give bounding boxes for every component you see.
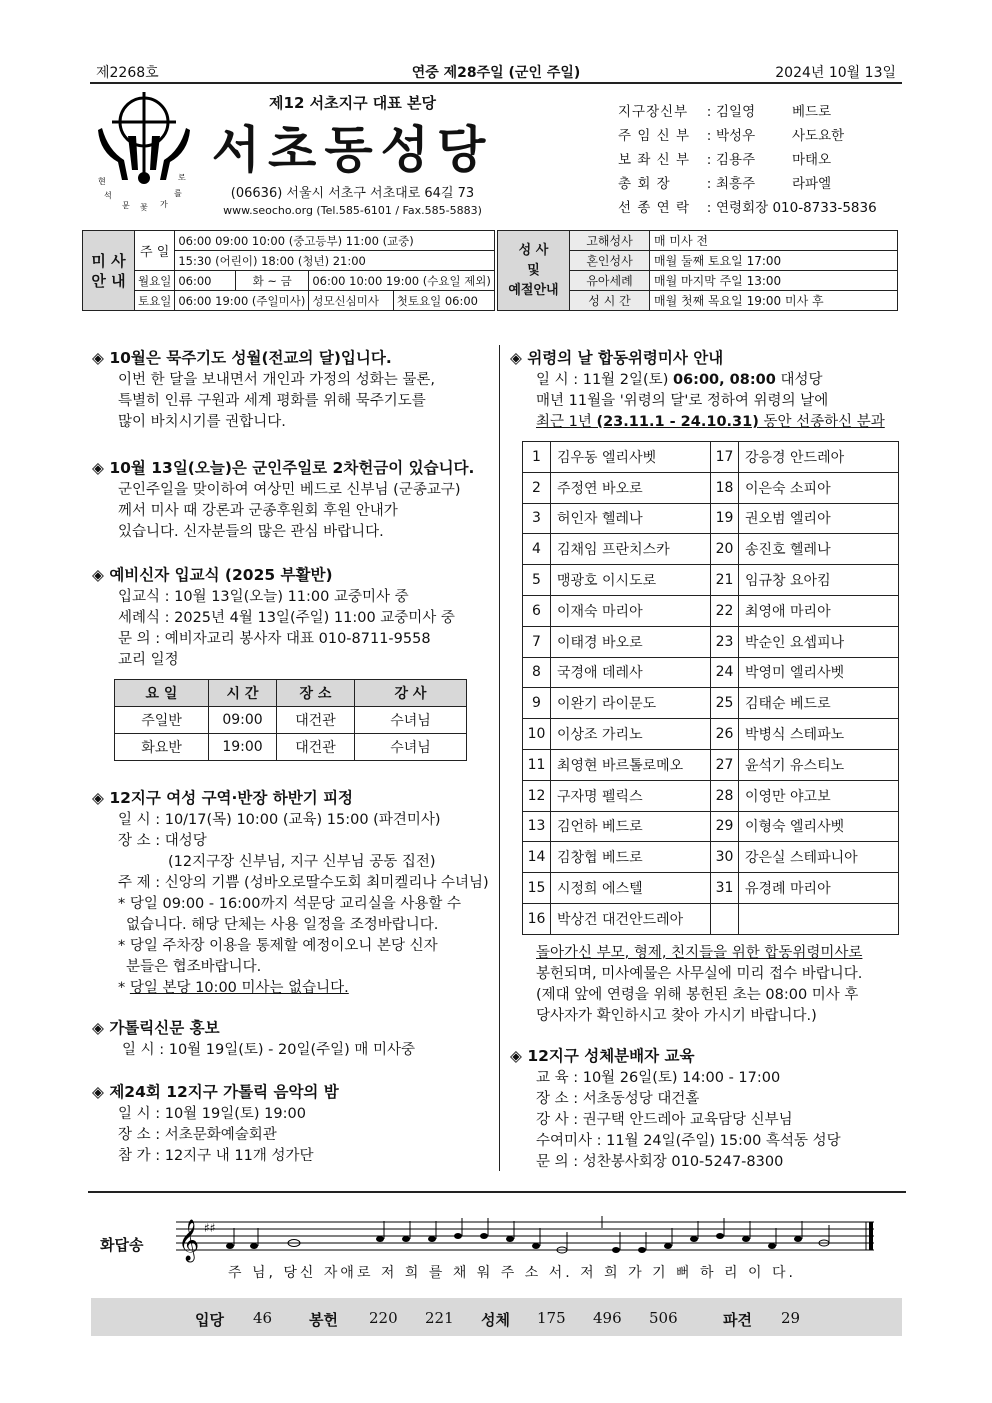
staff-row: 선 종 연 락 : 연령회장 010-8733-5836 xyxy=(618,200,877,216)
svg-text:석: 석 xyxy=(104,191,112,200)
deceased-number: 10 xyxy=(523,719,551,750)
svg-text:𝄞: 𝄞 xyxy=(178,1220,200,1261)
deceased-name: 허인자 헬레나 xyxy=(551,503,711,534)
saturday-times: 06:00 19:00 (주일미사) xyxy=(175,291,309,311)
dismissal-number: 29 xyxy=(781,1309,801,1327)
deceased-name: 이완기 라이문도 xyxy=(551,688,711,719)
deceased-number: 16 xyxy=(523,903,551,934)
deceased-name: 이영만 야고보 xyxy=(739,780,899,811)
notice-eucharist-ministers: ◈ 12지구 성체분배자 교육 교 육 : 10월 26일(토) 14:00 - 17:00 장 소 : 서초동성당 대건홀 강 사 : 권구택 안드레아 교육담당 신부님 수여미사 : 11월 24일(주일) 15:00 흑석동 성당 문 의 : 성찬봉사회장 010-5247-8300 xyxy=(510,1046,841,1173)
deceased-name: 이상조 가리노 xyxy=(551,719,711,750)
deceased-name: 이태경 바오로 xyxy=(551,626,711,657)
offertory-label: 봉헌 xyxy=(309,1311,338,1329)
deceased-name: 김창협 베드로 xyxy=(551,842,711,873)
psalm-lyrics: 주 님, 당신 자애로 저 희 를 채 워 주 소 서. 저 희 가 기 뻐 하 리 이 다. xyxy=(228,1265,796,1281)
deceased-table xyxy=(522,441,899,935)
church-name: 서초동성당 xyxy=(211,121,494,179)
offertory-number: 221 xyxy=(425,1309,454,1327)
deceased-name: 김언하 베드로 xyxy=(551,811,711,842)
sacrament-label: 성 사 및 예절안내 xyxy=(498,231,570,311)
deceased-name: 김태순 베드로 xyxy=(739,688,899,719)
communion-number: 506 xyxy=(649,1309,678,1327)
first-saturday-label: 성모신심미사 xyxy=(309,291,393,311)
deceased-name: 맹광호 이시도로 xyxy=(551,565,711,596)
svg-text:♯♯: ♯♯ xyxy=(204,1221,216,1235)
deceased-name: 윤석기 유스티노 xyxy=(739,749,899,780)
staff-row: 주 임 신 부 : 박성우 사도요한 xyxy=(618,128,845,144)
staff-row: 지구장신부 : 김일영 베드로 xyxy=(618,104,832,120)
deceased-name: 박순인 요셉피나 xyxy=(739,626,899,657)
svg-text:문: 문 xyxy=(122,201,130,210)
deceased-name: 박병식 스테파노 xyxy=(739,719,899,750)
table-row xyxy=(523,780,899,811)
deceased-number: 25 xyxy=(711,688,739,719)
psalm-score-icon xyxy=(176,1208,876,1264)
deceased-number: 15 xyxy=(523,873,551,904)
table-row: 화요반 19:00 대건관 수녀님 xyxy=(115,734,467,761)
deceased-number: 4 xyxy=(523,534,551,565)
table-row xyxy=(523,565,899,596)
deceased-number: 17 xyxy=(711,442,739,473)
mass-schedule-table xyxy=(82,230,495,311)
notice-rosary: ◈ 10월은 묵주기도 성월(전교의 달)입니다. 이번 한 달을 보내면서 개인과 가정의 성화는 물론, 특별히 인류 구원과 세계 평화를 위해 묵주기도를 많이 바치시기를 권합니다. xyxy=(92,348,435,433)
notice-newspaper: ◈ 가톨릭신문 홍보 일 시 : 10월 19일(토) - 20일(주일) 매 미사중 xyxy=(92,1018,415,1061)
deceased-name: 주정연 바오로 xyxy=(551,472,711,503)
deceased-number: 1 xyxy=(523,442,551,473)
deceased-name: 이은숙 소피아 xyxy=(739,472,899,503)
deceased-number: 19 xyxy=(711,503,739,534)
deceased-number: 29 xyxy=(711,811,739,842)
table-row: 주일반 09:00 대건관 수녀님 xyxy=(115,707,467,734)
deceased-name: 김우동 엘리사벳 xyxy=(551,442,711,473)
deceased-name: 임규창 요아킴 xyxy=(739,565,899,596)
staff-row: 보 좌 신 부 : 김용주 마태오 xyxy=(618,152,832,168)
sunday-times-1: 06:00 09:00 10:00 (중고등부) 11:00 (교중) xyxy=(175,231,495,251)
offertory-number: 220 xyxy=(369,1309,398,1327)
table-row xyxy=(523,503,899,534)
church-subtitle: 제12 서초지구 대표 본당 xyxy=(269,94,436,112)
staff-list xyxy=(618,100,908,220)
sacrament-table: 성 사 및 예절안내 고해성사 매 미사 전 혼인성사 매월 둘째 토요일 17:00 유아세례 매월 마지막 주일 13:00 성 시 간 매월 첫째 목요일 19:00 미사 후 xyxy=(497,230,898,311)
deceased-name: 구자명 펠릭스 xyxy=(551,780,711,811)
table-row xyxy=(523,873,899,904)
communion-number: 496 xyxy=(593,1309,622,1327)
church-contact[interactable]: www.seocho.org (Tel.585-6101 / Fax.585-5883) xyxy=(223,204,482,217)
deceased-name: 김채임 프란치스카 xyxy=(551,534,711,565)
deceased-number: 9 xyxy=(523,688,551,719)
issue-header xyxy=(90,58,902,84)
all-souls-note: 돌아가신 부모, 형제, 친지들을 위한 합동위령미사로 봉헌되며, 미사예물은 사무실에 미리 접수 바랍니다. (제대 앞에 연령을 위해 봉헌된 초는 08:00 미사 후 당사자가 확인하시고 찾아 가시기 바랍니다.) xyxy=(536,945,863,1024)
issue-number: 제2268호 xyxy=(96,65,159,81)
table-row xyxy=(523,749,899,780)
deceased-number: 14 xyxy=(523,842,551,873)
deceased-number: 12 xyxy=(523,780,551,811)
psalm-label: 화답송 xyxy=(100,1236,144,1254)
deceased-name: 송진호 헬레나 xyxy=(739,534,899,565)
entrance-number: 46 xyxy=(253,1309,273,1327)
deceased-name: 시정희 에스텔 xyxy=(551,873,711,904)
table-row xyxy=(523,719,899,750)
deceased-name: 강은실 스테파니아 xyxy=(739,842,899,873)
notice-catechumen: ◈ 예비신자 입교식 (2025 부활반) 입교식 : 10월 13일(오늘) 11:00 교중미사 중 세례식 : 2025년 4월 13일(주일) 11:00 교중미사 중 문 의 : 예비자교리 봉사자 대표 010-8711-9558 교리 일정 xyxy=(92,565,455,671)
deceased-number: 23 xyxy=(711,626,739,657)
deceased-number: 11 xyxy=(523,749,551,780)
table-row xyxy=(523,472,899,503)
deceased-name: 이재숙 마리아 xyxy=(551,595,711,626)
table-row xyxy=(523,688,899,719)
deceased-name: 최영애 마리아 xyxy=(739,595,899,626)
church-header xyxy=(90,88,902,226)
deceased-name: 박영미 엘리사벳 xyxy=(739,657,899,688)
deceased-name: 유경례 마리아 xyxy=(739,873,899,904)
church-address: (06636) 서울시 서초구 서초대로 64길 73 xyxy=(230,186,475,201)
deceased-name: 이형숙 엘리사벳 xyxy=(739,811,899,842)
entrance-label: 입당 xyxy=(195,1311,224,1329)
deceased-name: 권오범 엘리아 xyxy=(739,503,899,534)
monday-label: 월요일 xyxy=(135,271,175,291)
liturgical-week: 연중 제28주일 (군인 주일) xyxy=(411,65,581,81)
deceased-number: 18 xyxy=(711,472,739,503)
svg-text:가: 가 xyxy=(160,200,168,209)
hymn-numbers xyxy=(91,1298,902,1336)
weekday-label: 화 ~ 금 xyxy=(236,271,309,291)
communion-label: 성체 xyxy=(481,1311,510,1329)
mass-label: 미 사 안 내 xyxy=(83,231,135,311)
sunday-times-2: 15:30 (어린이) 18:00 (청년) 21:00 xyxy=(175,251,495,271)
table-row xyxy=(523,811,899,842)
dismissal-label: 파견 xyxy=(723,1311,752,1329)
deceased-number: 6 xyxy=(523,595,551,626)
svg-text:로: 로 xyxy=(178,173,186,182)
deceased-number: 8 xyxy=(523,657,551,688)
table-row xyxy=(523,657,899,688)
deceased-number: 3 xyxy=(523,503,551,534)
staff-row: 총 회 장 : 최흥주 라파엘 xyxy=(618,176,832,192)
deceased-name: 강응경 안드레아 xyxy=(739,442,899,473)
deceased-number: 20 xyxy=(711,534,739,565)
sunday-label: 주 일 xyxy=(135,231,175,271)
deceased-number: 2 xyxy=(523,472,551,503)
notice-military-sunday: ◈ 10월 13일(오늘)은 군인주일로 2차헌금이 있습니다. 군인주일을 맞이하여 여상민 베드로 신부님 (군종교구) 께서 미사 때 강론과 군종후원회 후원 안내가 있습니다. 신자분들의 많은 관심 바랍니다. xyxy=(92,458,474,543)
communion-number: 175 xyxy=(537,1309,566,1327)
svg-text:를: 를 xyxy=(174,189,182,198)
notice-all-souls: ◈ 위령의 날 합동위령미사 안내 일 시 : 11월 2일(토) 06:00, 08:00 대성당 매년 11월을 '위령의 달'로 정하여 위령의 날에 최근 1년 (23.11.1 - 24.10.31) 동안 선종하신 분과 xyxy=(510,348,885,433)
deceased-number: 30 xyxy=(711,842,739,873)
catechism-table: 요 일 시 간 장 소 강 사 주일반 09:00 대건관 수녀님 화요반 19:00 대건관 수녀님 xyxy=(114,679,467,761)
deceased-number: 28 xyxy=(711,780,739,811)
deceased-number: 22 xyxy=(711,595,739,626)
table-row xyxy=(523,442,899,473)
table-row xyxy=(523,903,899,934)
deceased-number: 27 xyxy=(711,749,739,780)
deceased-number: 13 xyxy=(523,811,551,842)
table-row xyxy=(523,842,899,873)
saturday-label: 토요일 xyxy=(135,291,175,311)
column-divider xyxy=(499,345,500,1171)
deceased-name: 최영현 바르톨로메오 xyxy=(551,749,711,780)
notice-music-night: ◈ 제24회 12지구 가톨릭 음악의 밤 일 시 : 10월 19일(토) 19:00 장 소 : 서초문화예술회관 참 가 : 12지구 내 11개 성가단 xyxy=(92,1082,339,1167)
deceased-number: 26 xyxy=(711,719,739,750)
table-row xyxy=(523,534,899,565)
svg-text:꽃: 꽃 xyxy=(140,203,148,212)
deceased-number: 31 xyxy=(711,873,739,904)
table-row xyxy=(523,626,899,657)
monday-times: 06:00 xyxy=(175,271,236,291)
first-saturday-times: 첫토요일 06:00 xyxy=(393,291,494,311)
deceased-number: 24 xyxy=(711,657,739,688)
bottom-divider xyxy=(88,1191,906,1193)
deceased-name xyxy=(739,903,899,934)
issue-date: 2024년 10월 13일 xyxy=(775,65,896,81)
deceased-number: 5 xyxy=(523,565,551,596)
deceased-number: 21 xyxy=(711,565,739,596)
deceased-number: 7 xyxy=(523,626,551,657)
notice-retreat: ◈ 12지구 여성 구역·반장 하반기 피정 일 시 : 10/17(목) 10:00 (교육) 15:00 (파견미사) 장 소 : 대성당 (12지구장 신부님, 지구 신부님 공동 집전) 주 제 : 신앙의 기쁨 (성바오로딸수도회 최미켈리나 수녀님) * 당일 09:00 - 16:00까지 석문당 교리실을 사용할 수 없습니다. 해당 단체는 사용 일정을 조정바랍니다. * 당일 주차장 이용을 통제할 예정이오니 본당 신자 분들은 협조바랍니다. * 당일 본당 10:00 미사는 없습니다. xyxy=(92,788,489,999)
table-row xyxy=(523,595,899,626)
deceased-name: 국경애 데레사 xyxy=(551,657,711,688)
svg-text:현: 현 xyxy=(98,177,106,186)
deceased-number xyxy=(711,903,739,934)
weekday-times: 06:00 10:00 19:00 (수요일 제외) xyxy=(309,271,495,291)
deceased-name: 박상건 대건안드레아 xyxy=(551,903,711,934)
